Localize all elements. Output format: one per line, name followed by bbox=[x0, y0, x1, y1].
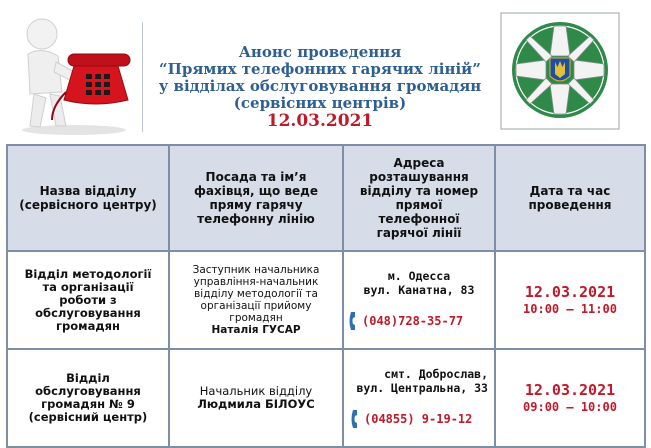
address-cell bbox=[343, 251, 495, 349]
position-title: Заступник начальника управління-начальник відділу методології та організації прийому громадян bbox=[192, 264, 320, 324]
datetime-cell bbox=[495, 349, 645, 447]
department-name: Відділ обслуговування громадян № 9 (сервісний центр) bbox=[28, 371, 148, 424]
position-cell bbox=[169, 349, 343, 447]
address-line: м. Одесса bbox=[387, 269, 451, 283]
person-with-telephone-illustration bbox=[8, 14, 134, 136]
session-time: 09:00 — 10:00 bbox=[523, 400, 617, 414]
table-row bbox=[7, 251, 645, 349]
column-header: Адреса розташування відділу та номер прямої телефонної гарячої лінії bbox=[343, 145, 495, 251]
hotline-phone bbox=[348, 311, 490, 331]
position-cell bbox=[169, 251, 343, 349]
address-line: вул. Канатна, 83 bbox=[363, 283, 475, 297]
specialist-name: Людмила БІЛОУС bbox=[197, 397, 315, 411]
position-title: Начальник відділу bbox=[199, 384, 313, 398]
department-name: Відділ методології та організації роботи з обслуговування громадян bbox=[24, 266, 152, 333]
session-time: 10:00 — 11:00 bbox=[523, 302, 617, 316]
title-line: у відділах обслуговування громадян bbox=[158, 77, 482, 95]
column-header: Дата та час проведення bbox=[495, 145, 645, 251]
hotline-phone bbox=[350, 409, 490, 429]
title-line: Анонс проведення bbox=[238, 43, 402, 61]
title-line: “Прямих телефонних гарячих ліній” bbox=[159, 60, 481, 78]
table-row bbox=[7, 349, 645, 447]
title-line: (сервісних центрів) bbox=[233, 94, 407, 112]
table-header-row bbox=[7, 145, 645, 251]
department-cell bbox=[7, 251, 169, 349]
phone-number: (04855) 9-19-12 bbox=[364, 412, 473, 426]
announcement-header bbox=[0, 0, 651, 144]
hotline-table bbox=[6, 144, 646, 448]
specialist-name: Наталія ГУСАР bbox=[211, 324, 301, 336]
tax-service-emblem bbox=[500, 12, 620, 130]
datetime-cell bbox=[495, 251, 645, 349]
phone-icon bbox=[350, 409, 360, 429]
address-line: смт. Доброслав, bbox=[384, 367, 488, 381]
phone-icon bbox=[348, 311, 358, 331]
column-header: Назва відділу (сервісного центру) bbox=[7, 145, 169, 251]
divider bbox=[142, 22, 143, 132]
address-line: вул. Центральна, 33 bbox=[356, 381, 488, 395]
department-cell bbox=[7, 349, 169, 447]
phone-number: (048)728-35-77 bbox=[362, 314, 464, 328]
session-date: 12.03.2021 bbox=[524, 283, 616, 301]
announcement-title bbox=[150, 44, 490, 131]
column-header: Посада та ім’я фахівця, що веде пряму гарячу телефонну лінію bbox=[169, 145, 343, 251]
announcement-date: 12.03.2021 bbox=[266, 111, 374, 131]
address-cell bbox=[343, 349, 495, 447]
session-date: 12.03.2021 bbox=[524, 381, 616, 399]
